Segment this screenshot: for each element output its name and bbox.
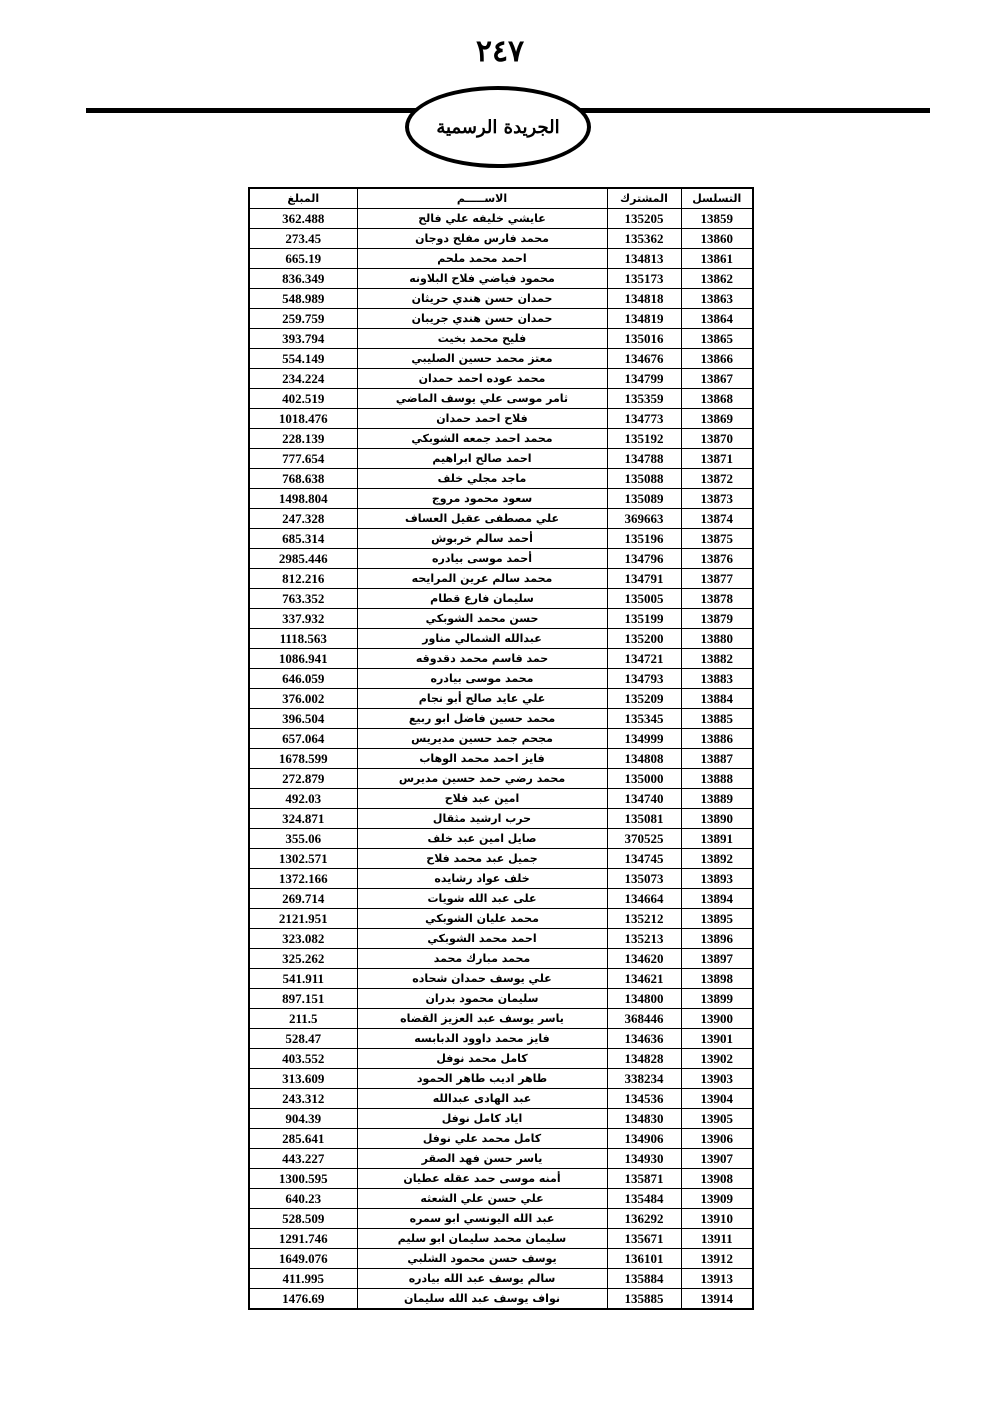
- table-row: [249, 389, 753, 409]
- table-row: [249, 549, 753, 569]
- table-row: [249, 749, 753, 769]
- cell-name: سليمان محمود بدران: [357, 989, 607, 1009]
- table-row: [249, 1269, 753, 1289]
- cell-serial: 13913: [681, 1269, 753, 1289]
- cell-amount: 646.059: [249, 669, 357, 689]
- cell-name: فايز احمد محمد الوهاب: [357, 749, 607, 769]
- cell-serial: 13880: [681, 629, 753, 649]
- cell-serial: 13894: [681, 889, 753, 909]
- cell-amount: 640.23: [249, 1189, 357, 1209]
- cell-amount: 323.082: [249, 929, 357, 949]
- cell-serial: 13870: [681, 429, 753, 449]
- cell-amount: 1678.599: [249, 749, 357, 769]
- cell-name: صايل امين عبد خلف: [357, 829, 607, 849]
- cell-amount: 355.06: [249, 829, 357, 849]
- cell-subscriber: 134930: [607, 1149, 681, 1169]
- cell-serial: 13867: [681, 369, 753, 389]
- table-header-row: [249, 188, 753, 209]
- cell-serial: 13869: [681, 409, 753, 429]
- cell-serial: 13893: [681, 869, 753, 889]
- cell-serial: 13895: [681, 909, 753, 929]
- cell-subscriber: 136292: [607, 1209, 681, 1229]
- table-row: [249, 949, 753, 969]
- cell-serial: 13902: [681, 1049, 753, 1069]
- cell-name: احمد محمد ملحم: [357, 249, 607, 269]
- table-row: [249, 1189, 753, 1209]
- cell-subscriber: 134791: [607, 569, 681, 589]
- table-row: [249, 1109, 753, 1129]
- table-row: [249, 1069, 753, 1089]
- cell-subscriber: 135200: [607, 629, 681, 649]
- table-row: [249, 469, 753, 489]
- cell-subscriber: 134793: [607, 669, 681, 689]
- cell-subscriber: 135362: [607, 229, 681, 249]
- cell-serial: 13903: [681, 1069, 753, 1089]
- cell-serial: 13866: [681, 349, 753, 369]
- cell-name: سالم يوسف عبد الله بيادره: [357, 1269, 607, 1289]
- table-row: [249, 349, 753, 369]
- cell-serial: 13862: [681, 269, 753, 289]
- cell-serial: 13896: [681, 929, 753, 949]
- cell-amount: 234.224: [249, 369, 357, 389]
- cell-subscriber: 134808: [607, 749, 681, 769]
- cell-serial: 13864: [681, 309, 753, 329]
- cell-amount: 836.349: [249, 269, 357, 289]
- table-row: [249, 409, 753, 429]
- cell-amount: 768.638: [249, 469, 357, 489]
- cell-serial: 13900: [681, 1009, 753, 1029]
- cell-amount: 1018.476: [249, 409, 357, 429]
- cell-subscriber: 338234: [607, 1069, 681, 1089]
- cell-amount: 763.352: [249, 589, 357, 609]
- cell-amount: 243.312: [249, 1089, 357, 1109]
- cell-name: عايشي خليفه علي فالح: [357, 209, 607, 229]
- cell-serial: 13860: [681, 229, 753, 249]
- cell-serial: 13901: [681, 1029, 753, 1049]
- cell-serial: 13890: [681, 809, 753, 829]
- cell-name: محمد سالم عرين المرايحه: [357, 569, 607, 589]
- column-header-name: الاســـــم: [357, 188, 607, 209]
- cell-name: مجحم جمد حسين مديريس: [357, 729, 607, 749]
- cell-subscriber: 370525: [607, 829, 681, 849]
- cell-serial: 13905: [681, 1109, 753, 1129]
- cell-amount: 247.328: [249, 509, 357, 529]
- cell-serial: 13906: [681, 1129, 753, 1149]
- cell-serial: 13898: [681, 969, 753, 989]
- table-row: [249, 889, 753, 909]
- cell-name: فليح محمد بخيت: [357, 329, 607, 349]
- cell-serial: 13904: [681, 1089, 753, 1109]
- cell-amount: 904.39: [249, 1109, 357, 1129]
- table-row: [249, 489, 753, 509]
- cell-amount: 657.064: [249, 729, 357, 749]
- cell-serial: 13884: [681, 689, 753, 709]
- cell-amount: 211.5: [249, 1009, 357, 1029]
- cell-name: ياسر حسن فهد الصقر: [357, 1149, 607, 1169]
- cell-name: احمد صالح ابراهيم: [357, 449, 607, 469]
- cell-serial: 13885: [681, 709, 753, 729]
- table-row: [249, 289, 753, 309]
- table-row: [249, 1089, 753, 1109]
- cell-amount: 1291.746: [249, 1229, 357, 1249]
- cell-amount: 492.03: [249, 789, 357, 809]
- table-row: [249, 609, 753, 629]
- cell-subscriber: 135884: [607, 1269, 681, 1289]
- cell-subscriber: 134818: [607, 289, 681, 309]
- table-row: [249, 869, 753, 889]
- cell-subscriber: 135073: [607, 869, 681, 889]
- gazette-title-oval: [405, 86, 591, 168]
- cell-subscriber: 134676: [607, 349, 681, 369]
- cell-name: حمدان حسن هندي جريبان: [357, 309, 607, 329]
- table-row: [249, 649, 753, 669]
- cell-subscriber: 135005: [607, 589, 681, 609]
- cell-subscriber: 134620: [607, 949, 681, 969]
- cell-serial: 13910: [681, 1209, 753, 1229]
- cell-amount: 273.45: [249, 229, 357, 249]
- cell-name: يوسف حسن محمود الشلبي: [357, 1249, 607, 1269]
- cell-amount: 665.19: [249, 249, 357, 269]
- cell-subscriber: 135213: [607, 929, 681, 949]
- table-row: [249, 309, 753, 329]
- cell-name: ماجد مجلي خلف: [357, 469, 607, 489]
- cell-subscriber: 135885: [607, 1289, 681, 1310]
- table-row: [249, 529, 753, 549]
- table-row: [249, 789, 753, 809]
- cell-serial: 13882: [681, 649, 753, 669]
- cell-subscriber: 135671: [607, 1229, 681, 1249]
- cell-name: محمد مبارك محمد: [357, 949, 607, 969]
- cell-amount: 1372.166: [249, 869, 357, 889]
- cell-serial: 13911: [681, 1229, 753, 1249]
- cell-name: عبدالله الشمالي مناور: [357, 629, 607, 649]
- cell-name: فلاح احمد حمدان: [357, 409, 607, 429]
- cell-name: محمد احمد جمعه الشوبكي: [357, 429, 607, 449]
- cell-subscriber: 134813: [607, 249, 681, 269]
- cell-amount: 1086.941: [249, 649, 357, 669]
- cell-name: سليمان فارع قطام: [357, 589, 607, 609]
- cell-serial: 13899: [681, 989, 753, 1009]
- cell-name: أحمد موسى بيادره: [357, 549, 607, 569]
- cell-subscriber: 134799: [607, 369, 681, 389]
- cell-amount: 2121.951: [249, 909, 357, 929]
- cell-subscriber: 134788: [607, 449, 681, 469]
- cell-amount: 228.139: [249, 429, 357, 449]
- table-row: [249, 249, 753, 269]
- table-row: [249, 1049, 753, 1069]
- cell-serial: 13871: [681, 449, 753, 469]
- cell-subscriber: 135192: [607, 429, 681, 449]
- cell-subscriber: 135081: [607, 809, 681, 829]
- table-row: [249, 1229, 753, 1249]
- table-row: [249, 689, 753, 709]
- cell-name: محمد حسين فاضل ابو ربيع: [357, 709, 607, 729]
- cell-subscriber: 135871: [607, 1169, 681, 1189]
- cell-serial: 13888: [681, 769, 753, 789]
- cell-subscriber: 135088: [607, 469, 681, 489]
- cell-name: ياسر يوسف عبد العزيز القضاه: [357, 1009, 607, 1029]
- table-row: [249, 509, 753, 529]
- cell-amount: 403.552: [249, 1049, 357, 1069]
- page-number: ٢٤٧: [475, 34, 525, 69]
- column-header-subscriber: المشترك: [607, 188, 681, 209]
- cell-name: كامل محمد نوفل: [357, 1049, 607, 1069]
- column-header-amount: المبلغ: [249, 188, 357, 209]
- cell-subscriber: 134800: [607, 989, 681, 1009]
- cell-amount: 1118.563: [249, 629, 357, 649]
- cell-subscriber: 135089: [607, 489, 681, 509]
- cell-serial: 13863: [681, 289, 753, 309]
- cell-serial: 13887: [681, 749, 753, 769]
- cell-serial: 13865: [681, 329, 753, 349]
- cell-serial: 13875: [681, 529, 753, 549]
- column-header-serial: التسلسل: [681, 188, 753, 209]
- cell-name: حمدان حسن هندي حريثان: [357, 289, 607, 309]
- cell-amount: 528.509: [249, 1209, 357, 1229]
- cell-name: أمنه موسى حمد عقله عطيان: [357, 1169, 607, 1189]
- cell-amount: 554.149: [249, 349, 357, 369]
- cell-name: احمد محمد الشوبكي: [357, 929, 607, 949]
- cell-name: نواف يوسف عبد الله سليمان: [357, 1289, 607, 1310]
- table-row: [249, 1009, 753, 1029]
- cell-amount: 259.759: [249, 309, 357, 329]
- table-row: [249, 589, 753, 609]
- cell-subscriber: 368446: [607, 1009, 681, 1029]
- cell-subscriber: 135212: [607, 909, 681, 929]
- cell-amount: 1300.595: [249, 1169, 357, 1189]
- cell-amount: 324.871: [249, 809, 357, 829]
- cell-subscriber: 135209: [607, 689, 681, 709]
- cell-subscriber: 135359: [607, 389, 681, 409]
- cell-subscriber: 134819: [607, 309, 681, 329]
- cell-amount: 443.227: [249, 1149, 357, 1169]
- cell-subscriber: 134745: [607, 849, 681, 869]
- cell-amount: 548.989: [249, 289, 357, 309]
- cell-serial: 13886: [681, 729, 753, 749]
- cell-serial: 13914: [681, 1289, 753, 1310]
- cell-amount: 777.654: [249, 449, 357, 469]
- table-row: [249, 709, 753, 729]
- cell-subscriber: 134999: [607, 729, 681, 749]
- cell-subscriber: 135205: [607, 209, 681, 229]
- cell-name: محمد عليان الشوبكي: [357, 909, 607, 929]
- cell-serial: 13883: [681, 669, 753, 689]
- cell-name: محمد فارس مفلح دوجان: [357, 229, 607, 249]
- cell-amount: 272.879: [249, 769, 357, 789]
- cell-serial: 13877: [681, 569, 753, 589]
- cell-name: علي يوسف حمدان شحاده: [357, 969, 607, 989]
- cell-serial: 13872: [681, 469, 753, 489]
- table-row: [249, 329, 753, 349]
- cell-name: علي عايد صالح أبو نجام: [357, 689, 607, 709]
- table-row: [249, 729, 753, 749]
- cell-name: حمد قاسم محمد دقدوقه: [357, 649, 607, 669]
- cell-subscriber: 134621: [607, 969, 681, 989]
- cell-name: طاهر اديب طاهر الحمود: [357, 1069, 607, 1089]
- table-row: [249, 1129, 753, 1149]
- cell-name: فايز محمد داوود الدبابسه: [357, 1029, 607, 1049]
- cell-name: خلف عواد رشايده: [357, 869, 607, 889]
- table-row: [249, 669, 753, 689]
- cell-name: كامل محمد علي نوفل: [357, 1129, 607, 1149]
- table-row: [249, 369, 753, 389]
- cell-subscriber: 134664: [607, 889, 681, 909]
- table-row: [249, 1249, 753, 1269]
- cell-serial: 13861: [681, 249, 753, 269]
- cell-subscriber: 134636: [607, 1029, 681, 1049]
- cell-name: على عبد الله شويات: [357, 889, 607, 909]
- cell-name: اياد كامل نوفل: [357, 1109, 607, 1129]
- table-row: [249, 1169, 753, 1189]
- cell-amount: 1476.69: [249, 1289, 357, 1310]
- cell-amount: 376.002: [249, 689, 357, 709]
- cell-amount: 396.504: [249, 709, 357, 729]
- table-row: [249, 909, 753, 929]
- cell-subscriber: 135016: [607, 329, 681, 349]
- table-row: [249, 1029, 753, 1049]
- cell-serial: 13874: [681, 509, 753, 529]
- cell-subscriber: 135484: [607, 1189, 681, 1209]
- cell-amount: 1302.571: [249, 849, 357, 869]
- cell-subscriber: 135000: [607, 769, 681, 789]
- subscriber-amounts-table: [248, 187, 754, 1310]
- cell-amount: 541.911: [249, 969, 357, 989]
- gazette-title: الجريدة الرسمية: [436, 116, 560, 138]
- cell-amount: 402.519: [249, 389, 357, 409]
- table-row: [249, 929, 753, 949]
- cell-name: محمد رضي حمد حسين مديرس: [357, 769, 607, 789]
- cell-name: سعود محمود مروج: [357, 489, 607, 509]
- cell-amount: 269.714: [249, 889, 357, 909]
- cell-amount: 1649.076: [249, 1249, 357, 1269]
- table-row: [249, 629, 753, 649]
- cell-name: محمد عوده احمد حمدان: [357, 369, 607, 389]
- cell-amount: 337.932: [249, 609, 357, 629]
- cell-serial: 13909: [681, 1189, 753, 1209]
- cell-subscriber: 134830: [607, 1109, 681, 1129]
- cell-subscriber: 134796: [607, 549, 681, 569]
- cell-amount: 812.216: [249, 569, 357, 589]
- cell-subscriber: 136101: [607, 1249, 681, 1269]
- cell-name: أحمد سالم خربوش: [357, 529, 607, 549]
- cell-subscriber: 369663: [607, 509, 681, 529]
- cell-serial: 13868: [681, 389, 753, 409]
- cell-amount: 897.151: [249, 989, 357, 1009]
- cell-amount: 1498.804: [249, 489, 357, 509]
- cell-amount: 285.641: [249, 1129, 357, 1149]
- table-row: [249, 429, 753, 449]
- cell-serial: 13889: [681, 789, 753, 809]
- cell-serial: 13912: [681, 1249, 753, 1269]
- cell-serial: 13891: [681, 829, 753, 849]
- table-row: [249, 1209, 753, 1229]
- cell-serial: 13908: [681, 1169, 753, 1189]
- cell-amount: 685.314: [249, 529, 357, 549]
- table-row: [249, 229, 753, 249]
- cell-subscriber: 134721: [607, 649, 681, 669]
- cell-serial: 13892: [681, 849, 753, 869]
- cell-name: معتز محمد حسين الصليبي: [357, 349, 607, 369]
- cell-amount: 393.794: [249, 329, 357, 349]
- table-row: [249, 809, 753, 829]
- table-row: [249, 569, 753, 589]
- cell-name: ثامر موسى علي يوسف الماضي: [357, 389, 607, 409]
- table-row: [249, 989, 753, 1009]
- cell-name: امين عبد فلاح: [357, 789, 607, 809]
- cell-amount: 325.262: [249, 949, 357, 969]
- cell-amount: 2985.446: [249, 549, 357, 569]
- cell-subscriber: 135173: [607, 269, 681, 289]
- cell-serial: 13876: [681, 549, 753, 569]
- table-row: [249, 769, 753, 789]
- cell-name: علي حسن علي الشعثه: [357, 1189, 607, 1209]
- table-row: [249, 849, 753, 869]
- cell-amount: 528.47: [249, 1029, 357, 1049]
- cell-subscriber: 134536: [607, 1089, 681, 1109]
- cell-name: محمود فياضي فلاح البلاونه: [357, 269, 607, 289]
- table-row: [249, 1289, 753, 1310]
- table-row: [249, 969, 753, 989]
- cell-serial: 13897: [681, 949, 753, 969]
- cell-subscriber: 135196: [607, 529, 681, 549]
- cell-serial: 13879: [681, 609, 753, 629]
- table-row: [249, 269, 753, 289]
- table-row: [249, 829, 753, 849]
- cell-amount: 313.609: [249, 1069, 357, 1089]
- cell-name: سليمان محمد سليمان ابو سليم: [357, 1229, 607, 1249]
- cell-serial: 13873: [681, 489, 753, 509]
- table-row: [249, 209, 753, 229]
- cell-amount: 362.488: [249, 209, 357, 229]
- cell-serial: 13907: [681, 1149, 753, 1169]
- cell-name: عبد الهادى عبدالله: [357, 1089, 607, 1109]
- cell-subscriber: 135345: [607, 709, 681, 729]
- cell-subscriber: 134773: [607, 409, 681, 429]
- cell-serial: 13859: [681, 209, 753, 229]
- cell-subscriber: 135199: [607, 609, 681, 629]
- cell-name: جميل عبد محمد فلاح: [357, 849, 607, 869]
- cell-subscriber: 134740: [607, 789, 681, 809]
- cell-name: محمد موسى بيادره: [357, 669, 607, 689]
- cell-name: عبد الله اليونسي ابو سمره: [357, 1209, 607, 1229]
- cell-name: علي مصطفى عقيل العساف: [357, 509, 607, 529]
- cell-name: حرب ارشيد مثقال: [357, 809, 607, 829]
- cell-amount: 411.995: [249, 1269, 357, 1289]
- table-row: [249, 449, 753, 469]
- table-row: [249, 1149, 753, 1169]
- cell-subscriber: 134828: [607, 1049, 681, 1069]
- cell-serial: 13878: [681, 589, 753, 609]
- cell-subscriber: 134906: [607, 1129, 681, 1149]
- cell-name: حسن محمد الشوبكي: [357, 609, 607, 629]
